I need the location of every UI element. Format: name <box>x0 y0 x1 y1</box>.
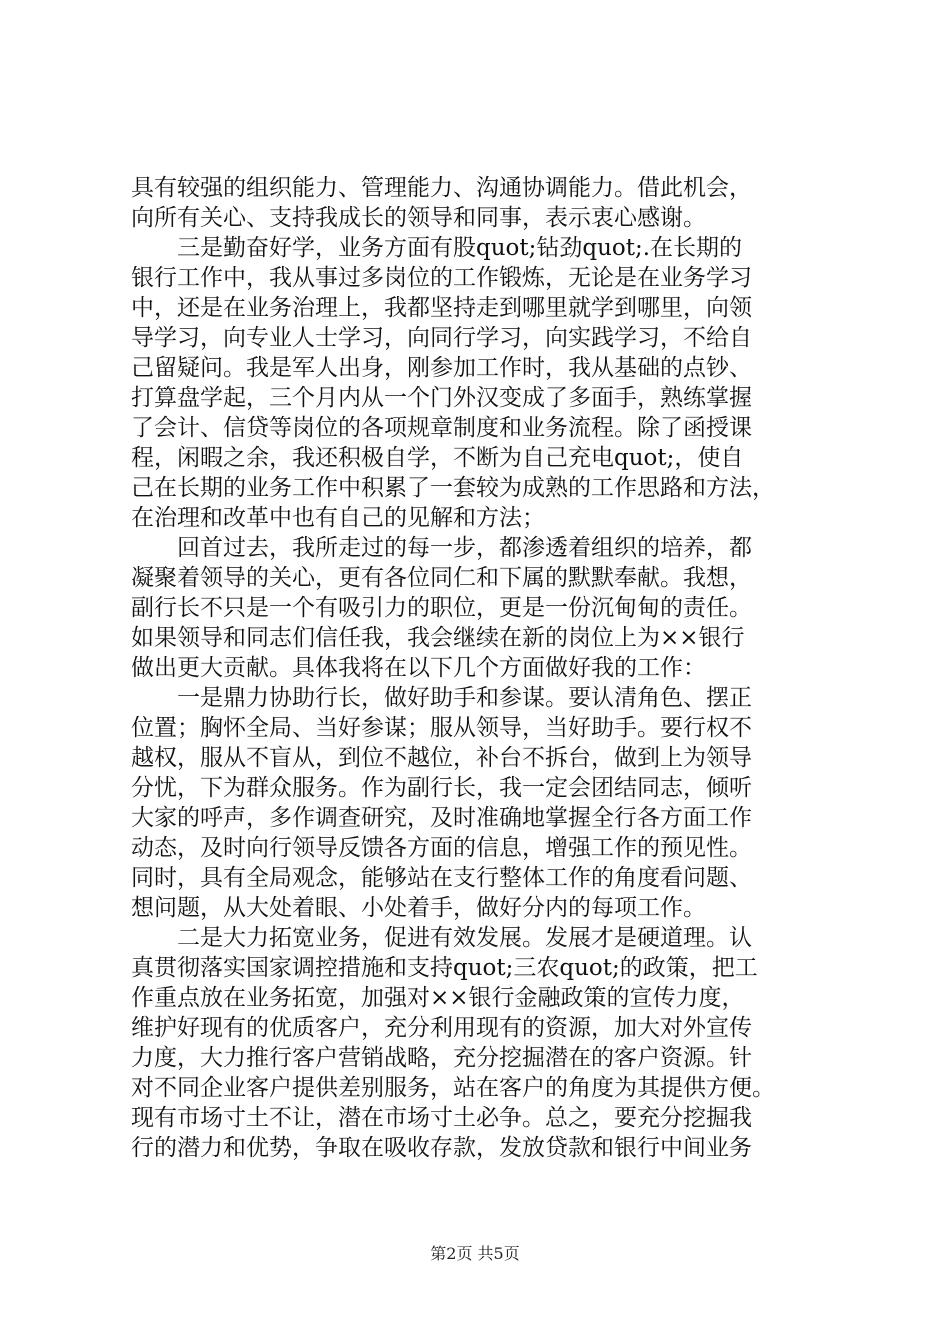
paragraph-start-line: 三是勤奋好学，业务方面有股quot;钻劲quot;.在长期的 <box>177 235 743 261</box>
paragraph-start-line: 二是大力拓宽业务，促进有效发展。发展才是硬道理。认 <box>177 925 752 951</box>
paragraph-start-line: 一是鼎力协助行长，做好助手和参谋。要认清角色、摆正 <box>177 685 752 711</box>
paragraph-start-line: 回首过去，我所走过的每一步，都渗透着组织的培养，都 <box>177 535 752 561</box>
text-line: 位置；胸怀全局、当好参谋；服从领导，当好助手。要行权不 <box>131 715 752 741</box>
text-line: 副行长不只是一个有吸引力的职位，更是一份沉甸甸的责任。 <box>131 595 752 621</box>
text-line: 同时，具有全局观念，能够站在支行整体工作的角度看问题、 <box>131 865 752 891</box>
text-line: 对不同企业客户提供差别服务，站在客户的角度为其提供方便。 <box>131 1075 775 1101</box>
text-line: 维护好现有的优质客户，充分利用现有的资源，加大对外宣传 <box>131 1015 752 1041</box>
text-line: 凝聚着领导的关心，更有各位同仁和下属的默默奉献。我想， <box>131 565 752 591</box>
text-line: 己在长期的业务工作中积累了一套较为成熟的工作思路和方法， <box>131 475 775 501</box>
text-line: 打算盘学起，三个月内从一个门外汉变成了多面手，熟练掌握 <box>131 385 752 411</box>
text-line: 在治理和改革中也有自己的见解和方法； <box>131 505 545 531</box>
text-line: 向所有关心、支持我成长的领导和同事，表示衷心感谢。 <box>131 205 706 231</box>
text-line: 程，闲暇之余，我还积极自学，不断为自己充电quot;，使自 <box>131 445 744 471</box>
text-line: 如果领导和同志们信任我，我会继续在新的岗位上为××银行 <box>131 625 745 651</box>
text-line: 真贯彻落实国家调控措施和支持quot;三农quot;的政策，把工 <box>131 955 758 981</box>
text-line: 中，还是在业务治理上，我都坚持走到哪里就学到哪里，向领 <box>131 295 752 321</box>
text-line: 己留疑问。我是军人出身，刚参加工作时，我从基础的点钞、 <box>131 355 752 381</box>
text-line: 导学习，向专业人士学习，向同行学习，向实践学习，不给自 <box>131 325 752 351</box>
text-line: 动态，及时向行领导反馈各方面的信息，增强工作的预见性。 <box>131 835 752 861</box>
text-line: 行的潜力和优势，争取在吸收存款，发放贷款和银行中间业务 <box>131 1135 752 1161</box>
page-number-footer: 第2页 共5页 <box>430 1244 520 1263</box>
text-line: 想问题，从大处着眼、小处着手，做好分内的每项工作。 <box>131 895 706 921</box>
text-line: 现有市场寸土不让，潜在市场寸土必争。总之，要充分挖掘我 <box>131 1105 752 1131</box>
text-line: 大家的呼声，多作调查研究，及时准确地掌握全行各方面工作 <box>131 805 752 831</box>
text-line: 越权，服从不盲从，到位不越位，补台不拆台，做到上为领导 <box>131 745 752 771</box>
text-line: 力度，大力推行客户营销战略，充分挖掘潜在的客户资源。针 <box>131 1045 752 1071</box>
text-line: 银行工作中，我从事过多岗位的工作锻炼，无论是在业务学习 <box>131 265 752 291</box>
text-line: 了会计、信贷等岗位的各项规章制度和业务流程。除了函授课 <box>131 415 752 441</box>
text-line: 作重点放在业务拓宽，加强对××银行金融政策的宣传力度， <box>131 985 745 1011</box>
text-line: 分忧，下为群众服务。作为副行长，我一定会团结同志，倾听 <box>131 775 752 801</box>
body-text <box>131 173 831 1163</box>
text-line: 做出更大贡献。具体我将在以下几个方面做好我的工作： <box>131 655 706 681</box>
text-line: 具有较强的组织能力、管理能力、沟通协调能力。借此机会， <box>131 175 752 201</box>
